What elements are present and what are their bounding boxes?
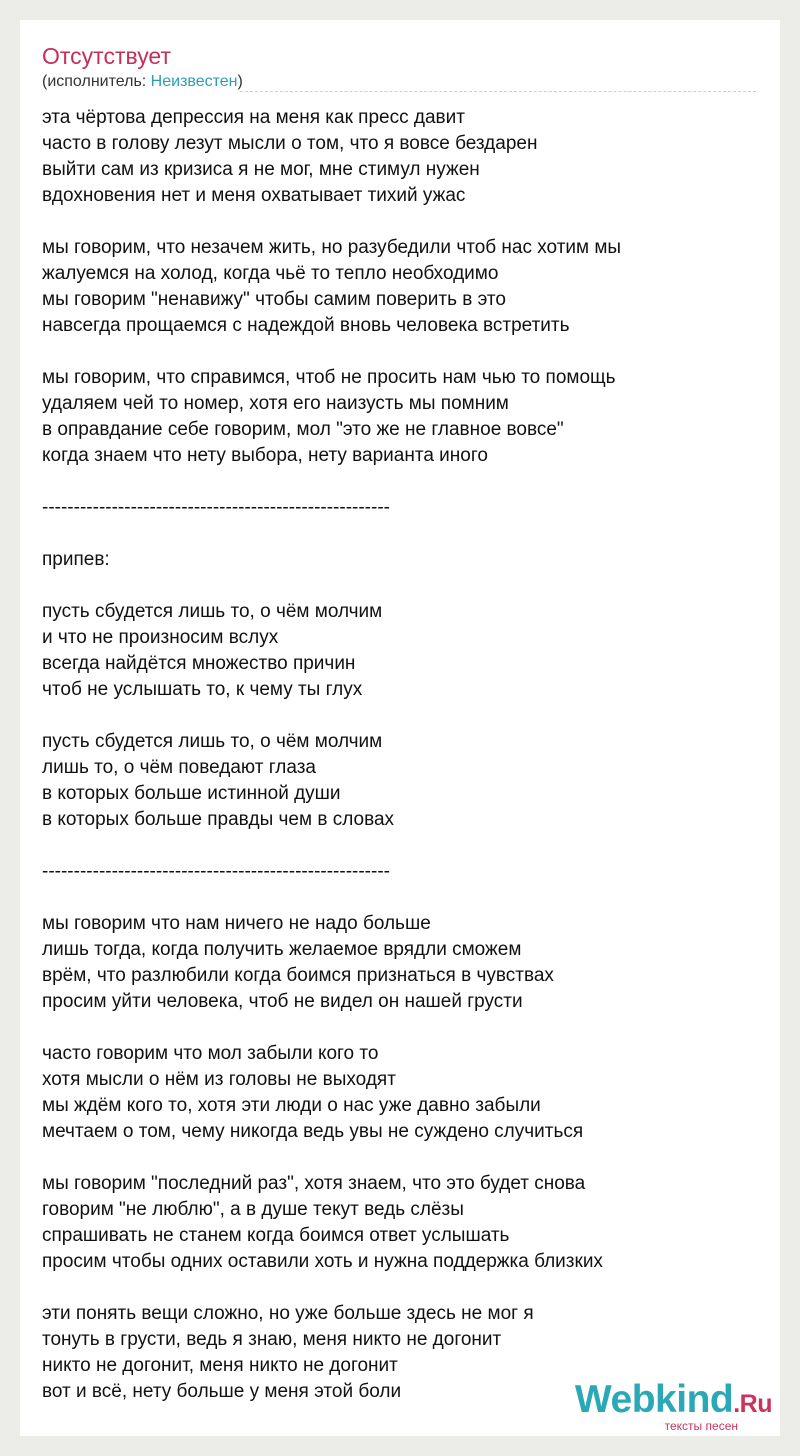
stanza-break bbox=[42, 521, 757, 547]
lyric-line: пусть сбудется лишь то, о чём молчим bbox=[42, 731, 383, 752]
lyric-line: эти понять вещи сложно, но уже больше здесь не мог я bbox=[42, 1303, 534, 1324]
lyric-line: просим чтобы одних оставили хоть и нужна поддержка близких bbox=[42, 1251, 603, 1272]
lyric-line: в которых больше истинной души bbox=[42, 783, 341, 804]
lyric-line: в оправдание себе говорим, мол "это же не главное вовсе" bbox=[42, 419, 564, 440]
lyric-line: мы говорим, что справимся, чтоб не просить нам чью то помощь bbox=[42, 367, 616, 388]
stanza-break bbox=[42, 339, 757, 365]
lyric-line: лишь то, о чём поведают глаза bbox=[42, 757, 316, 778]
webkind-logo bbox=[575, 1380, 772, 1432]
lyric-line: пусть сбудется лишь то, о чём молчим bbox=[42, 601, 383, 622]
header-divider bbox=[240, 91, 756, 92]
lyric-line: навсегда прощаемся с надеждой вновь человека встретить bbox=[42, 315, 570, 336]
lyric-line: мы говорим "последний раз", хотя знаем, что это будет снова bbox=[42, 1173, 586, 1194]
stanza-break bbox=[42, 885, 757, 911]
lyric-line: часто говорим что мол забыли кого то bbox=[42, 1043, 379, 1064]
logo-brand: Webkind bbox=[574, 1378, 734, 1421]
lyric-line: чтоб не услышать то, к чему ты глух bbox=[42, 679, 363, 700]
lyric-line: вот и всё, нету больше у меня этой боли bbox=[42, 1381, 402, 1402]
lyric-line: мы ждём кого то, хотя эти люди о нас уже давно забыли bbox=[42, 1095, 541, 1116]
lyric-line: лишь тогда, когда получить желаемое врядли сможем bbox=[42, 939, 522, 960]
song-title: Отсутствует bbox=[42, 43, 171, 69]
stanza-break bbox=[42, 573, 757, 599]
stanza-break bbox=[42, 833, 757, 859]
lyric-line: говорим "не люблю", а в душе текут ведь слёзы bbox=[42, 1199, 464, 1220]
stanza-break bbox=[42, 469, 757, 495]
stanza-break bbox=[42, 1015, 757, 1041]
lyric-line: эта чёртова депрессия на меня как пресс давит bbox=[42, 107, 465, 128]
lyric-line: часто в голову лезут мысли о том, что я вовсе бездарен bbox=[42, 133, 538, 154]
lyric-line: мы говорим, что незачем жить, но разубедили чтоб нас хотим мы bbox=[42, 237, 622, 258]
page-frame bbox=[20, 20, 780, 1436]
lyric-line: мы говорим что нам ничего не надо больше bbox=[42, 913, 431, 934]
lyrics-body bbox=[42, 105, 757, 1405]
byline-suffix: ) bbox=[237, 73, 243, 90]
lyric-line: тонуть в грусти, ведь я знаю, меня никто не догонит bbox=[42, 1329, 502, 1350]
lyric-line: спрашивать не станем когда боимся ответ услышать bbox=[42, 1225, 510, 1246]
lyric-line: ------------------------------------------------------- bbox=[42, 861, 390, 882]
lyric-line: когда знаем что нету выбора, нету варианта иного bbox=[42, 445, 488, 466]
lyric-line: удаляем чей то номер, хотя его наизусть мы помним bbox=[42, 393, 509, 414]
lyric-line: всегда найдётся множество причин bbox=[42, 653, 356, 674]
lyric-line: выйти сам из кризиса я не мог, мне стимул нужен bbox=[42, 159, 480, 180]
lyric-line: жалуемся на холод, когда чьё то тепло необходимо bbox=[42, 263, 499, 284]
artist-byline bbox=[42, 73, 243, 91]
logo-tld: .Ru bbox=[733, 1390, 772, 1418]
lyric-line: хотя мысли о нём из головы не выходят bbox=[42, 1069, 396, 1090]
lyric-line: врём, что разлюбили когда боимся признаться в чувствах bbox=[42, 965, 554, 986]
lyric-line: просим уйти человека, чтоб не видел он нашей грусти bbox=[42, 991, 523, 1012]
logo-wordmark bbox=[575, 1380, 772, 1424]
artist-link[interactable]: Неизвестен bbox=[150, 73, 238, 90]
lyric-line: мы говорим "ненавижу" чтобы самим поверить в это bbox=[42, 289, 506, 310]
lyric-line: никто не догонит, меня никто не догонит bbox=[42, 1355, 398, 1376]
stanza-break bbox=[42, 703, 757, 729]
lyric-line: припев: bbox=[42, 549, 110, 570]
lyric-line: и что не произносим вслух bbox=[42, 627, 279, 648]
stanza-break bbox=[42, 1145, 757, 1171]
lyric-line: мечтаем о том, чему никогда ведь увы не суждено случиться bbox=[42, 1121, 584, 1142]
lyric-line: вдохновения нет и меня охватывает тихий ужас bbox=[42, 185, 466, 206]
stanza-break bbox=[42, 1275, 757, 1301]
byline-prefix: (исполнитель: bbox=[42, 73, 151, 90]
lyric-line: в которых больше правды чем в словах bbox=[42, 809, 395, 830]
lyric-line: ------------------------------------------------------- bbox=[42, 497, 390, 518]
logo-tagline: тексты песен bbox=[664, 1419, 738, 1433]
stanza-break bbox=[42, 209, 757, 235]
